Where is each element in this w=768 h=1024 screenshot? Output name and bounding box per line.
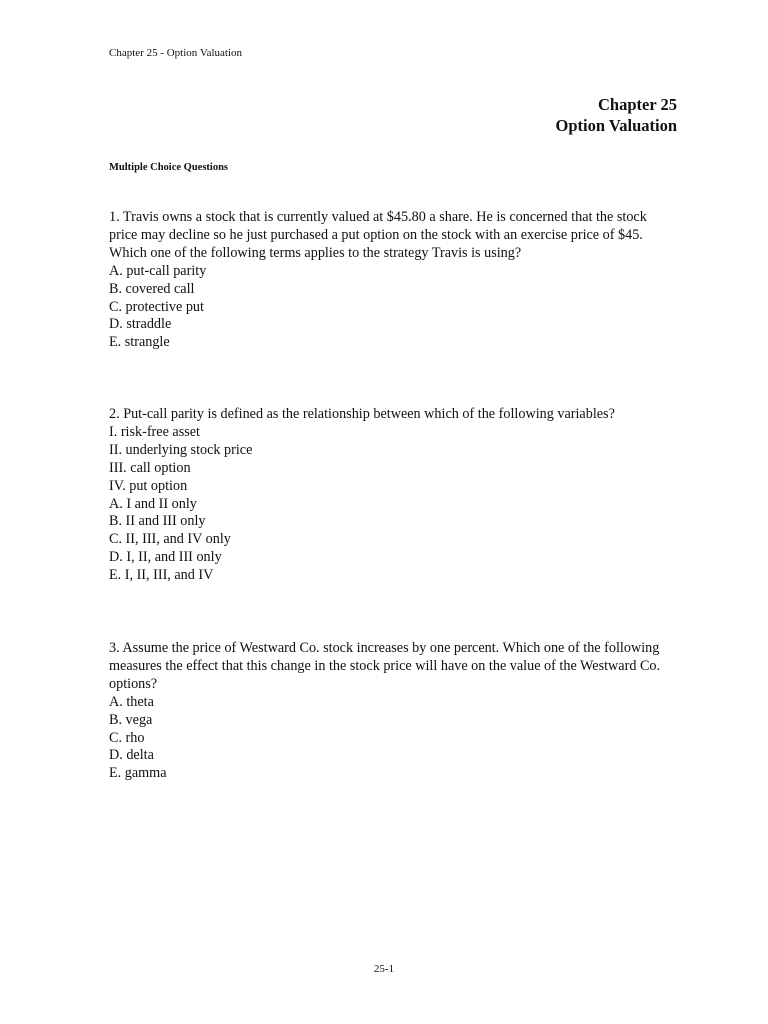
question-stem: 1. Travis owns a stock that is currently valued at $45.80 a share. He is concerned that the stock price may decline so he just purchased a put option on the stock with an exercise price of $45. Which one of the following terms applies to the strategy Travis is using? [109,209,647,261]
variable-item: IV. put option [109,477,188,494]
question-3 [109,640,674,783]
variable-item: III. call option [109,459,191,476]
answer-option: B. II and III only [109,513,206,530]
answer-option: D. straddle [109,316,172,333]
chapter-heading [555,94,677,136]
answer-option: D. I, II, and III only [109,549,222,566]
question-stem: 2. Put-call parity is defined as the relationship between which of the following variables? [109,406,615,422]
answer-option: E. gamma [109,765,167,782]
question-1 [109,209,674,352]
page-number: 25-1 [373,963,395,975]
answer-option: C. rho [109,729,145,746]
answer-option: A. I and II only [109,495,197,512]
answer-option: A. put-call parity [109,262,207,279]
question-stem: 3. Assume the price of Westward Co. stock increases by one percent. Which one of the following measures the effect that this change in the stock price will have on the value of the Westward Co. options? [109,640,661,692]
answer-option: C. II, III, and IV only [109,531,231,548]
answer-option: A. theta [109,693,154,710]
section-heading: Multiple Choice Questions [109,162,229,173]
answer-option: C. protective put [109,298,204,315]
answer-option: B. covered call [109,280,195,297]
variable-item: II. underlying stock price [109,441,253,458]
answer-option: B. vega [109,711,153,728]
chapter-number: Chapter 25 [598,95,677,114]
chapter-title: Option Valuation [555,116,677,135]
answer-option: E. I, II, III, and IV [109,567,214,584]
running-header: Chapter 25 - Option Valuation [109,47,242,59]
question-2 [109,406,674,585]
variable-item: I. risk-free asset [109,423,200,440]
answer-option: E. strangle [109,334,170,351]
answer-option: D. delta [109,747,154,764]
